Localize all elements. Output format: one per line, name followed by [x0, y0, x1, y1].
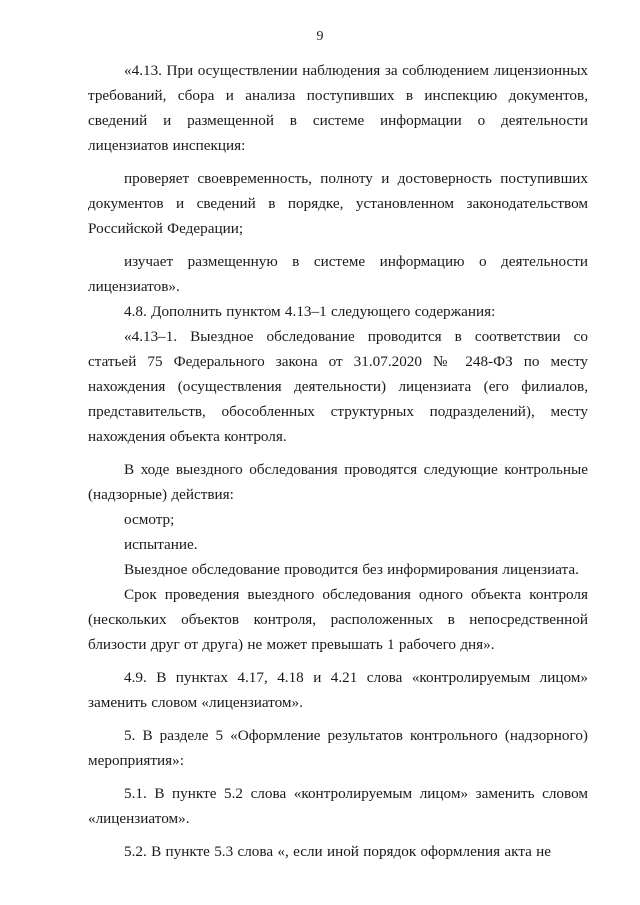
paragraph-section-5: 5. В разделе 5 «Оформление результатов контрольного (надзорного) мероприятия»: — [88, 727, 588, 769]
paragraph-control-actions: В ходе выездного обследования проводятся следующие контрольные (надзорные) действия: — [88, 461, 588, 503]
document-body — [88, 58, 588, 864]
paragraph-no-notification: Выездное обследование проводится без информирования лицензиата. — [124, 561, 579, 578]
paragraph-4-13: «4.13. При осуществлении наблюдения за соблюдением лицензионных требований, сбора и анализа поступивших в инспекцию документов, сведений и размещенной в системе информации о деятельности лицензиатов инспекция: — [88, 62, 588, 154]
paragraph-checks-timeliness: проверяет своевременность, полноту и достоверность поступивших документов и сведений в порядке, установленном законодательством Российской Федерации; — [88, 170, 588, 237]
paragraph-studies-information: изучает размещенную в системе информацию о деятельности лицензиатов». — [88, 253, 588, 295]
paragraph-4-8: 4.8. Дополнить пунктом 4.13–1 следующего содержания: — [124, 303, 496, 320]
paragraph-5-1: 5.1. В пункте 5.2 слова «контролируемым лицом» заменить словом «лицензиатом». — [88, 785, 588, 827]
list-item-inspection: осмотр; — [124, 511, 175, 528]
list-item-testing: испытание. — [124, 536, 198, 553]
paragraph-4-13-1: «4.13–1. Выездное обследование проводится в соответствии со статьей 75 Федерального закона от 31.07.2020 № 248-ФЗ по месту нахождения (осуществления деятельности) лицензиата (его филиалов, представительств, обособленных структурных подразделений), месту нахождения объекта контроля. — [88, 328, 588, 445]
paragraph-4-9: 4.9. В пунктах 4.17, 4.18 и 4.21 слова «контролируемым лицом» заменить словом «лицензиатом». — [88, 669, 588, 711]
page-number: 9 — [316, 29, 324, 44]
paragraph-duration: Срок проведения выездного обследования одного объекта контроля (нескольких объектов контроля, расположенных в непосредственной близости друг от друга) не может превышать 1 рабочего дня». — [88, 586, 588, 653]
paragraph-5-2: 5.2. В пункте 5.3 слова «, если иной порядок оформления акта не — [124, 843, 552, 860]
